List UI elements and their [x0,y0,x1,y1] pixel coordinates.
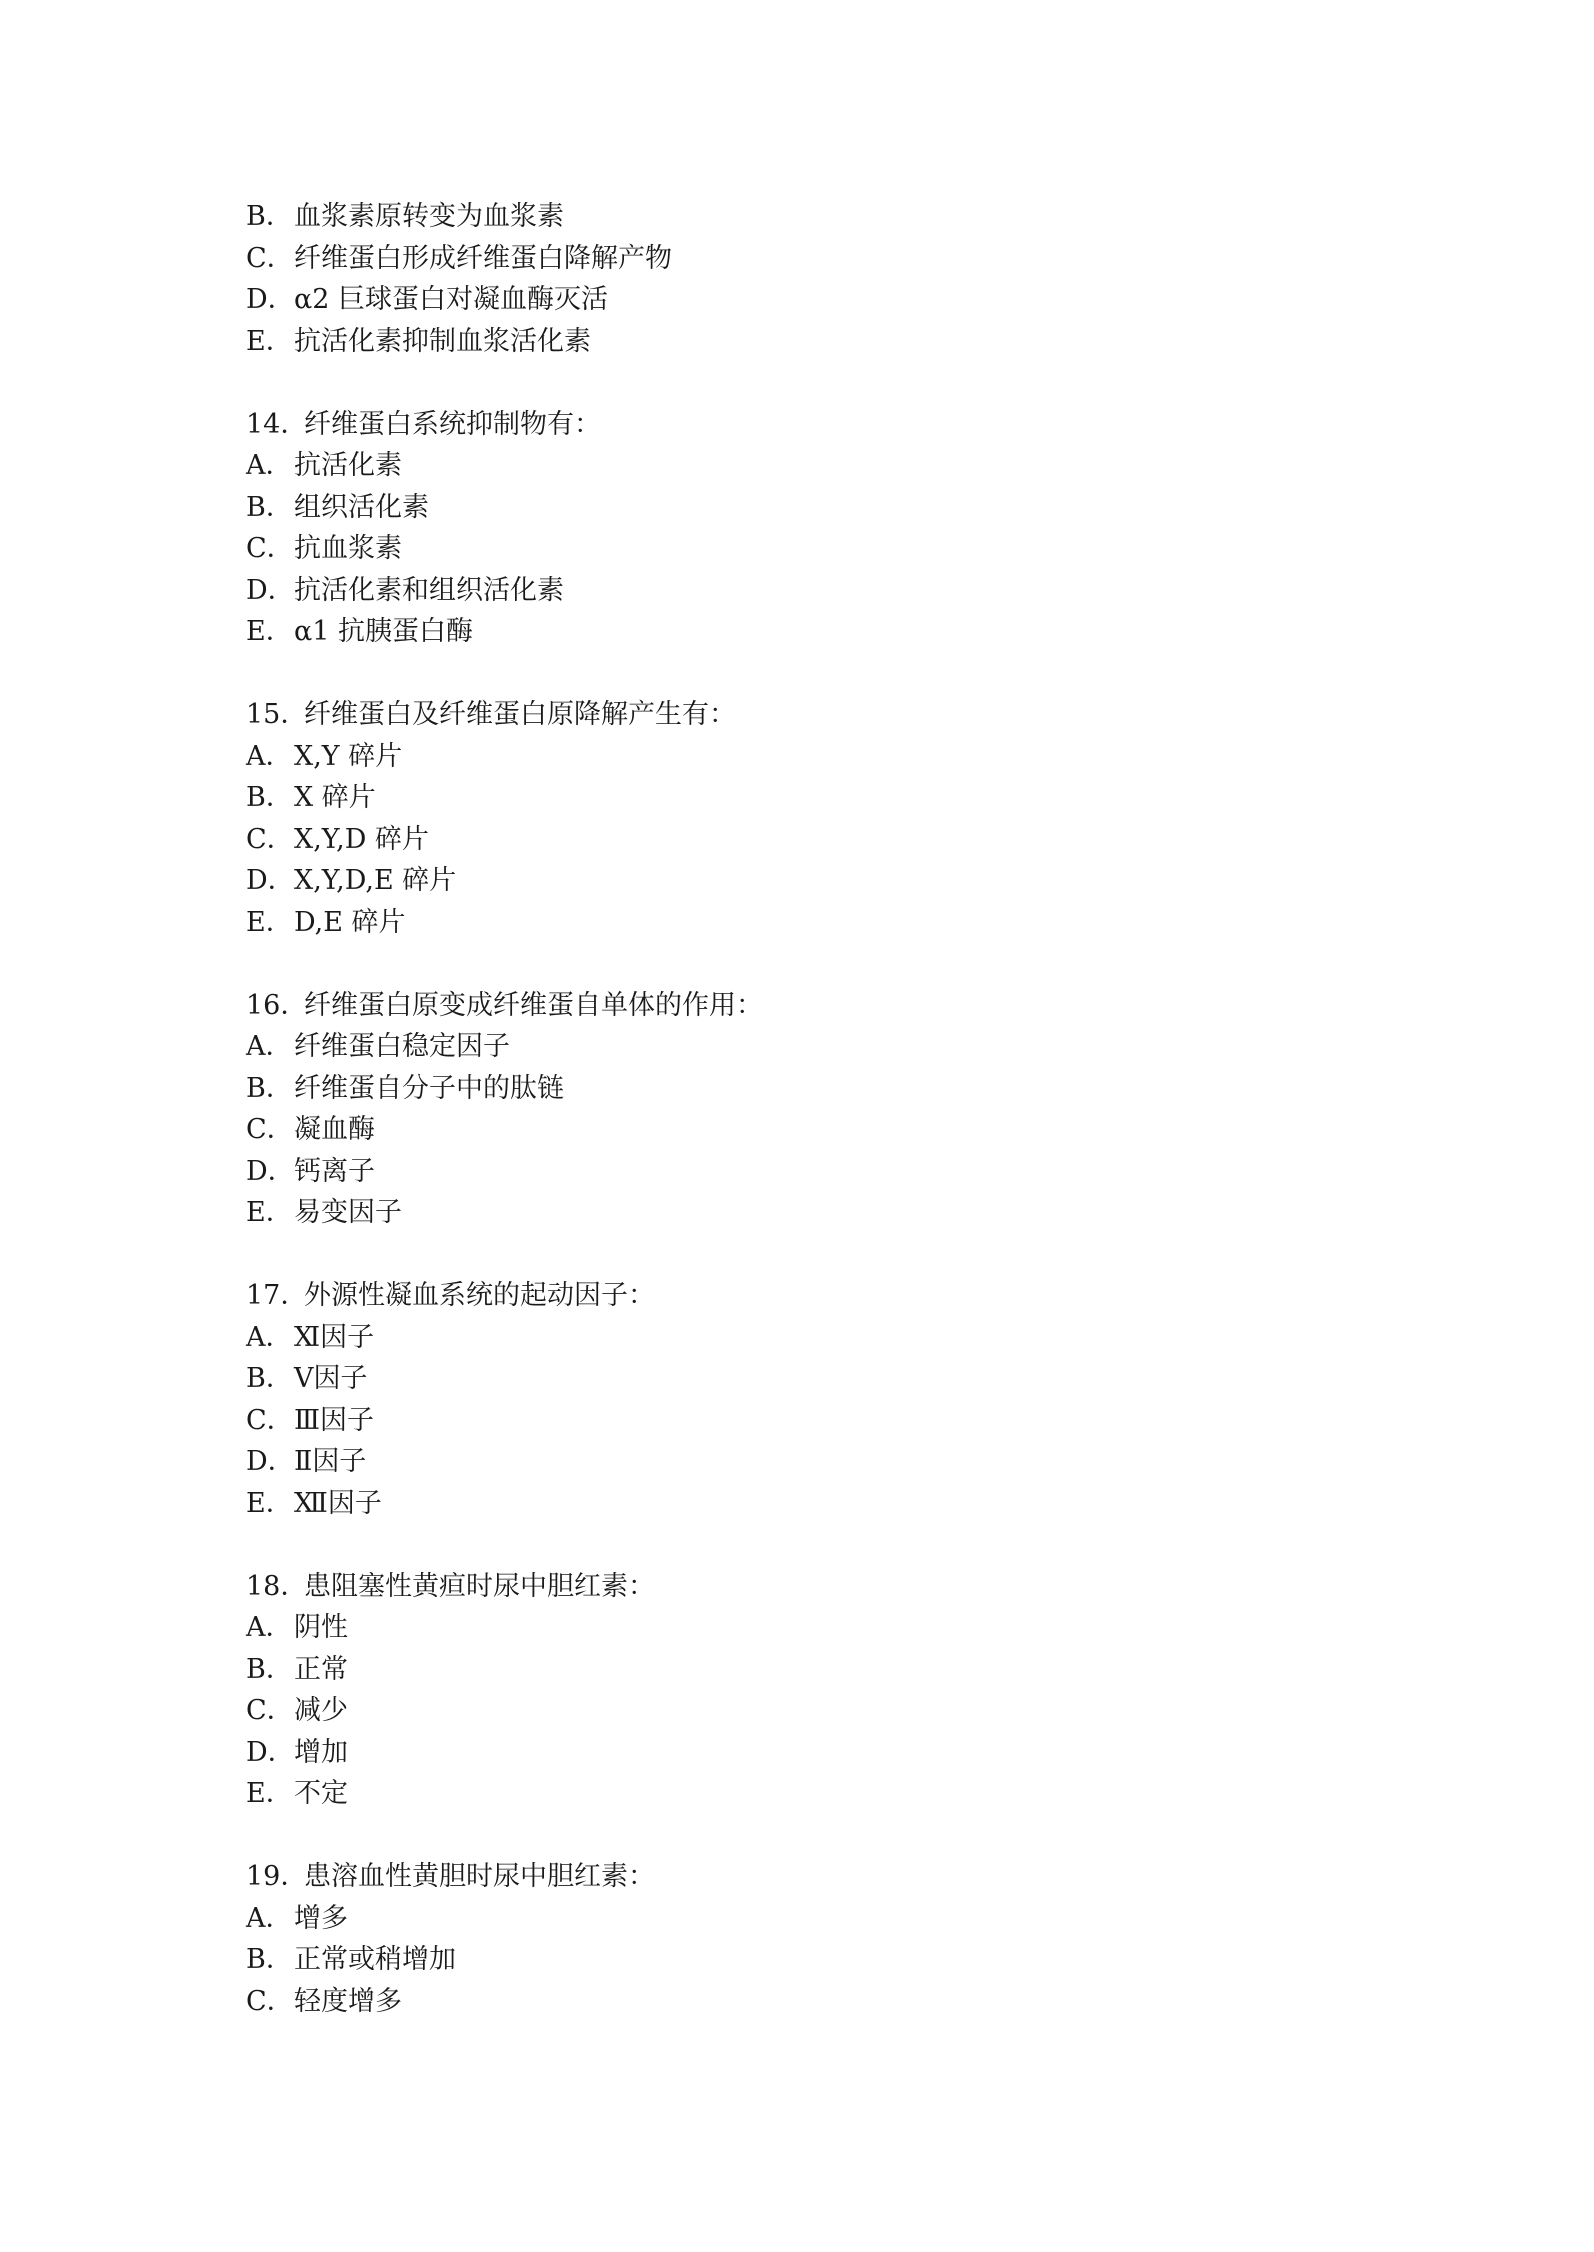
question-14 [246,404,1346,653]
question-text: 纤维蛋白及纤维蛋白原降解产生有： [304,699,736,730]
option-letter: D． [246,1736,295,1768]
option-letter: E． [246,616,293,647]
question-text: 纤维蛋白系统抑制物有： [304,408,601,440]
question-number: 18． [246,1570,308,1602]
option-d [246,1441,1346,1483]
option-letter: C． [246,1404,294,1436]
option-text: 增加 [294,1736,348,1768]
option-a [246,1317,1346,1359]
option-text: α1 抗胰蛋白酶 [294,616,473,647]
question-text: 外源性凝血系统的起动因子： [304,1280,655,1311]
option-text: X 碎片 [294,782,376,813]
option-text: 减少 [294,1695,348,1726]
option-a [246,736,1346,778]
option-b [246,777,1346,819]
option-text: 纤维蛋白形成纤维蛋白降解产物 [294,242,672,274]
option-letter: B． [246,491,293,523]
question-19 [246,1856,1346,2022]
option-text: Ⅺ因子 [294,1321,375,1353]
option-text: 抗血浆素 [294,533,402,564]
option-letter: D． [246,284,295,315]
option-letter: A． [246,1031,293,1062]
option-text: X,Y,D 碎片 [294,823,429,855]
option-letter: C． [246,533,294,564]
option-e [246,1773,1346,1815]
option-letter: B． [246,1944,293,1975]
spacer [246,1524,1346,1566]
option-a [246,1898,1346,1940]
spacer [246,1815,1346,1857]
option-text: 凝血酶 [294,1114,375,1145]
option-d [246,860,1346,902]
option-letter: B． [246,201,293,232]
option-letter: A． [246,1321,293,1353]
option-c [246,238,1346,280]
option-e [246,611,1346,653]
option-letter: D． [246,1155,295,1187]
option-c [246,528,1346,570]
option-d [246,1151,1346,1193]
option-text: 正常或稍增加 [294,1944,456,1975]
option-b [246,1068,1346,1110]
question-text: 纤维蛋白原变成纤维蛋自单体的作用： [304,989,763,1021]
option-text: α2 巨球蛋白对凝血酶灭活 [294,284,608,315]
option-letter: B． [246,1653,293,1685]
option-b [246,1358,1346,1400]
question-15 [246,694,1346,943]
option-text: 轻度增多 [294,1985,402,2017]
option-letter: C． [246,1985,294,2017]
option-letter: B． [246,782,293,813]
option-text: 不定 [294,1778,348,1809]
question-stem [246,404,1346,446]
option-c [246,1690,1346,1732]
question-stem [246,1275,1346,1317]
option-d [246,1732,1346,1774]
option-letter: A． [246,1612,293,1643]
question-text: 患溶血性黄胆时尿中胆红素： [304,1861,655,1892]
option-e [246,1483,1346,1525]
option-letter: D． [246,574,295,606]
option-b [246,487,1346,529]
question-number: 14． [246,408,308,440]
question-16 [246,985,1346,1234]
option-text: 血浆素原转变为血浆素 [294,201,564,232]
option-text: 正常 [294,1653,348,1685]
option-text: Ⅱ因子 [294,1446,367,1477]
option-c [246,819,1346,861]
option-text: 组织活化素 [294,491,429,523]
question-18 [246,1566,1346,1815]
option-letter: E． [246,906,293,938]
option-letter: D． [246,865,295,896]
question-stem [246,694,1346,736]
option-a [246,1026,1346,1068]
option-text: 钙离子 [294,1155,375,1187]
option-letter: E． [246,325,293,357]
option-letter: E． [246,1778,293,1809]
option-c [246,1981,1346,2023]
option-letter: B． [246,1363,293,1394]
option-text: D,E 碎片 [294,906,406,938]
option-letter: B． [246,1072,293,1104]
question-stem [246,985,1346,1027]
option-a [246,445,1346,487]
option-e [246,321,1346,363]
option-text: 抗活化素抑制血浆活化素 [294,325,591,357]
option-letter: C． [246,823,294,855]
spacer [246,362,1346,404]
option-text: 抗活化素和组织活化素 [294,574,564,606]
question-stem [246,1856,1346,1898]
option-text: 纤维蛋自分子中的肽链 [294,1072,564,1104]
option-letter: E． [246,1197,293,1228]
option-e [246,1192,1346,1234]
spacer [246,1234,1346,1276]
option-letter: A． [246,450,293,481]
option-letter: D． [246,1446,295,1477]
question-13-options [246,196,1346,362]
option-text: 阴性 [294,1612,348,1643]
option-text: Ⅻ因子 [294,1487,382,1519]
option-d [246,570,1346,612]
document-page [246,196,1346,2022]
option-letter: C． [246,1114,294,1145]
option-letter: C． [246,242,294,274]
option-c [246,1109,1346,1151]
option-d [246,279,1346,321]
option-letter: A． [246,740,293,772]
option-b [246,196,1346,238]
option-text: Ⅲ因子 [294,1404,375,1436]
option-text: 易变因子 [294,1197,402,1228]
option-b [246,1649,1346,1691]
question-number: 19． [246,1861,308,1892]
question-stem [246,1566,1346,1608]
spacer [246,653,1346,695]
question-number: 17． [246,1280,308,1311]
option-a [246,1607,1346,1649]
question-number: 16． [246,989,308,1021]
option-text: Ⅴ因子 [294,1363,368,1394]
option-letter: E． [246,1487,293,1519]
option-e [246,902,1346,944]
option-c [246,1400,1346,1442]
spacer [246,943,1346,985]
question-17 [246,1275,1346,1524]
option-text: X,Y,D,E 碎片 [294,865,457,896]
option-text: 纤维蛋白稳定因子 [294,1031,510,1062]
question-number: 15． [246,699,308,730]
option-text: 增多 [294,1902,348,1934]
option-text: 抗活化素 [294,450,402,481]
option-b [246,1939,1346,1981]
option-letter: C． [246,1695,294,1726]
question-text: 患阻塞性黄疸时尿中胆红素： [304,1570,655,1602]
option-text: X,Y 碎片 [294,740,403,772]
option-letter: A． [246,1902,293,1934]
